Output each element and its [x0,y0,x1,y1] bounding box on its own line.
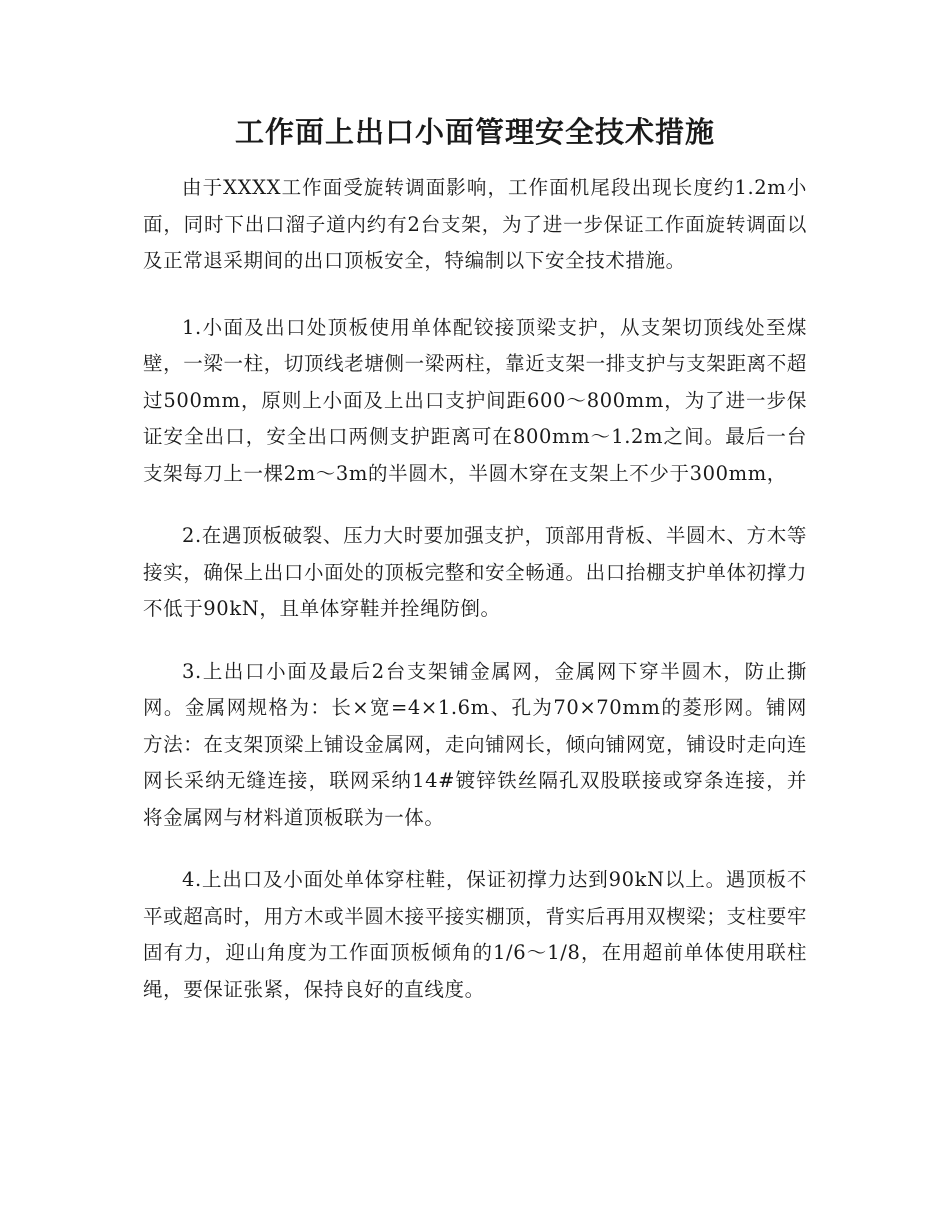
measure-item-2: 2.在遇顶板破裂、压力大时要加强支护，顶部用背板、半圆木、方木等接实，确保上出口小面处的顶板完整和安全畅通。出口抬棚支护单体初撑力不低于90kN，且单体穿鞋并拴绳防倒。 [143,524,807,620]
measure-item-3: 3.上出口小面及最后2台支架铺金属网，金属网下穿半圆木，防止撕网。金属网规格为：长×宽=4×1.6m、孔为70×70mm的菱形网。铺网方法：在支架顶梁上铺设金属网，走向铺网长，倾向铺网宽，铺设时走向连网长采纳无缝连接，联网采纳14#镀锌铁丝隔孔双股联接或穿条连接，并将金属网与材料道顶板联为一体。 [143,659,807,829]
measure-item-4: 4.上出口及小面处单体穿柱鞋，保证初撑力达到90kN以上。遇顶板不平或超高时，用方木或半圆木接平接实棚顶，背实后再用双楔梁；支柱要牢固有力，迎山角度为工作面顶板倾角的1/6～1/8，在用超前单体使用联柱绳，要保证张紧，保持良好的直线度。 [143,868,807,1001]
document-title: 工作面上出口小面管理安全技术措施 [234,115,715,149]
intro-paragraph: 由于XXXX工作面受旋转调面影响，工作面机尾段出现长度约1.2m小面，同时下出口溜子道内约有2台支架，为了进一步保证工作面旋转调面以及正常退采期间的出口顶板安全，特编制以下安全技术措施。 [143,176,807,272]
measure-item-1: 1.小面及出口处顶板使用单体配铰接顶梁支护，从支架切顶线处至煤壁，一梁一柱，切顶线老塘侧一梁两柱，靠近支架一排支护与支架距离不超过500mm，原则上小面及上出口支护间距600～800mm，为了进一步保证安全出口，安全出口两侧支护距离可在800mm～1.2m之间。最后一台支架每刀上一棵2m～3m的半圆木，半圆木穿在支架上不少于300mm， [143,315,807,485]
